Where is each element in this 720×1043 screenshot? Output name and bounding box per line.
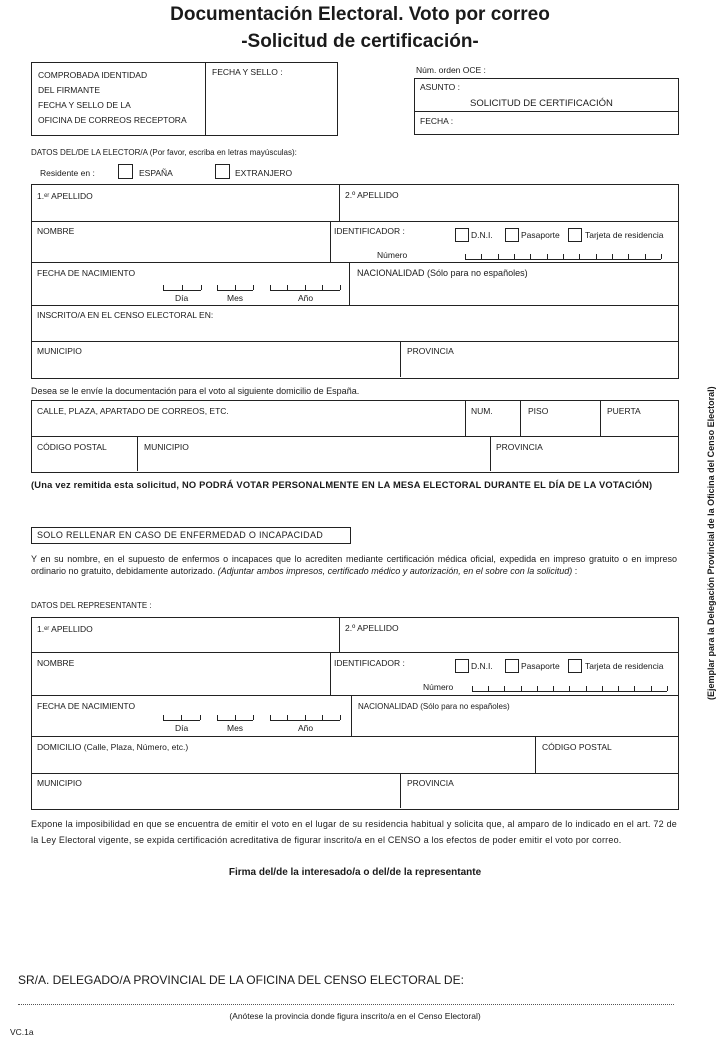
municipio-input[interactable] <box>35 358 395 374</box>
warning-text: (Una vez remitida esta solicitud, NO PODRÁ VOTAR PERSONALMENTE EN LA MESA ELECTORAL DURANTE EL DÍA DE LA VOTACIÓN) <box>31 480 653 490</box>
form-code: VC.1a <box>10 1027 34 1037</box>
rep-cp-label: CÓDIGO POSTAL <box>542 742 612 752</box>
rep-mes-label: Mes <box>227 723 244 733</box>
identificador-label: IDENTIFICADOR : <box>334 226 405 236</box>
rep-provincia-input[interactable] <box>405 790 673 805</box>
ano-input[interactable] <box>270 281 340 291</box>
title-line-1: Documentación Electoral. Voto por correo <box>170 4 550 25</box>
puerta-label: PUERTA <box>607 406 641 416</box>
rep-apellido1-label: 1.ᵉʳ APELLIDO <box>37 624 93 634</box>
firma-label: Firma del/de la interesado/a o del/de la representante <box>228 867 482 878</box>
rep-provincia-label: PROVINCIA <box>407 778 454 788</box>
representante-header: DATOS DEL REPRESENTANTE : <box>31 601 152 610</box>
delegado-label: SR/A. DELEGADO/A PROVINCIAL DE LA OFICINA DEL CENSO ELECTORAL DE: <box>18 973 464 987</box>
side-note: (Ejemplar para la Delegación Provincial de la Oficina del Censo Electoral) <box>706 386 716 700</box>
enfermedad-label: SOLO RELLENAR EN CASO DE ENFERMEDAD O INCAPACIDAD <box>37 530 324 540</box>
provincia-label: PROVINCIA <box>407 346 454 356</box>
apellido2-input[interactable] <box>343 202 673 218</box>
nacionalidad-input[interactable] <box>355 282 673 302</box>
residente-label: Residente en : <box>40 168 95 178</box>
dia-input[interactable] <box>163 281 201 291</box>
rep-tarjeta-label: Tarjeta de residencia <box>585 661 664 671</box>
dni-label: D.N.I. <box>471 230 493 240</box>
domicilio-municipio-input[interactable] <box>142 454 486 468</box>
dni-checkbox[interactable] <box>455 228 469 242</box>
asunto-label: ASUNTO : <box>420 82 460 92</box>
espana-checkbox[interactable] <box>118 164 133 179</box>
rep-ano-input[interactable] <box>270 711 340 721</box>
extranjero-checkbox[interactable] <box>215 164 230 179</box>
piso-label: PISO <box>528 406 549 416</box>
office-line-4: OFICINA DE CORREOS RECEPTORA <box>38 115 187 125</box>
rep-cp-input[interactable] <box>539 754 674 770</box>
calle-input[interactable] <box>35 418 460 434</box>
rep-apellido2-input[interactable] <box>343 636 673 650</box>
office-line-1: COMPROBADA IDENTIDAD <box>38 70 148 80</box>
pasaporte-label: Pasaporte <box>521 230 560 240</box>
rep-nombre-label: NOMBRE <box>37 658 75 668</box>
office-line-3: FECHA Y SELLO DE LA <box>38 100 131 110</box>
domicilio-municipio-label: MUNICIPIO <box>144 442 189 452</box>
anotese-note: (Anótese la provincia donde figura inscrito/a en el Censo Electoral) <box>229 1011 481 1021</box>
rep-fecha-nac-label: FECHA DE NACIMIENTO <box>37 701 136 711</box>
rep-apellido1-input[interactable] <box>35 636 335 650</box>
rep-identificador-label: IDENTIFICADOR : <box>334 658 405 668</box>
provincia-input[interactable] <box>405 358 673 374</box>
firma-area[interactable] <box>120 885 590 955</box>
rep-mes-input[interactable] <box>217 711 253 721</box>
domicilio-provincia-input[interactable] <box>494 454 674 468</box>
rep-tarjeta-checkbox[interactable] <box>568 659 582 673</box>
rep-numero-input[interactable] <box>472 680 667 692</box>
extranjero-label: EXTRANJERO <box>235 168 293 178</box>
puerta-input[interactable] <box>604 418 674 434</box>
cp-label: CÓDIGO POSTAL <box>37 442 107 452</box>
rep-numero-label: Número <box>423 682 454 692</box>
domicilio-intro: Desea se le envíe la documentación para el voto al siguiente domicilio de España. <box>31 386 360 396</box>
dia-label: Día <box>175 293 189 303</box>
rep-municipio-input[interactable] <box>35 790 395 805</box>
mes-input[interactable] <box>217 281 253 291</box>
apellido1-label: 1.ᵉʳ APELLIDO <box>37 191 93 201</box>
nombre-input[interactable] <box>35 238 325 258</box>
apellido1-input[interactable] <box>35 202 335 218</box>
fecha-label: FECHA : <box>420 116 454 126</box>
rep-nombre-input[interactable] <box>35 670 325 692</box>
mes-label: Mes <box>227 293 244 303</box>
rep-nacionalidad-input[interactable] <box>356 714 674 733</box>
delegado-provincia-input[interactable] <box>18 990 674 1004</box>
calle-label: CALLE, PLAZA, APARTADO DE CORREOS, ETC. <box>37 406 229 416</box>
rep-domicilio-input[interactable] <box>35 754 531 770</box>
nombre-label: NOMBRE <box>37 226 75 236</box>
tarjeta-label: Tarjeta de residencia <box>585 230 664 240</box>
num-label: NUM. <box>471 406 493 416</box>
elector-header: DATOS DEL/DE LA ELECTOR/A (Por favor, escriba en letras mayúsculas): <box>31 148 297 157</box>
rep-domicilio-label: DOMICILIO (Calle, Plaza, Número, etc.) <box>37 742 189 752</box>
fecha-sello-label: FECHA Y SELLO : <box>212 67 283 77</box>
numero-input[interactable] <box>465 248 661 260</box>
rep-dia-label: Día <box>175 723 189 733</box>
rep-dni-label: D.N.I. <box>471 661 493 671</box>
domicilio-provincia-label: PROVINCIA <box>496 442 543 452</box>
rep-apellido2-label: 2.º APELLIDO <box>345 623 399 633</box>
fecha-nac-label: FECHA DE NACIMIENTO <box>37 268 136 278</box>
title-line-2: -Solicitud de certificación- <box>241 31 479 52</box>
inscrito-label: INSCRITO/A EN EL CENSO ELECTORAL EN: <box>37 310 214 320</box>
cp-input[interactable] <box>35 454 133 468</box>
expone-text: Expone la imposibilidad en que se encuentra de emitir el voto en el lugar de su residencia habitual y solicita que, al amparo de lo indicado en el art. 72 de la Ley Electoral vigente, se expida certificación acreditativa de figurar inscrito/a en el CENSO a los efectos de poder emitir el voto por correo. <box>31 819 677 845</box>
rep-pasaporte-label: Pasaporte <box>521 661 560 671</box>
numero-label: Número <box>377 250 408 260</box>
delegado-dotted-line <box>18 1004 674 1005</box>
asunto-value: SOLICITUD DE CERTIFICACIÓN <box>470 98 613 109</box>
enfermedad-text: Y en su nombre, en el supuesto de enfermos o incapaces que lo acrediten mediante certificación médica oficial, expedida en impreso gratuito o en impreso ordinario no gratuito, debidamente autorizado. (Adjuntar ambos impresos, certificado médico y autorización, en el sobre con la solicitud) : <box>31 554 677 576</box>
tarjeta-checkbox[interactable] <box>568 228 582 242</box>
rep-pasaporte-checkbox[interactable] <box>505 659 519 673</box>
municipio-label: MUNICIPIO <box>37 346 82 356</box>
rep-dni-checkbox[interactable] <box>455 659 469 673</box>
nacionalidad-label: NACIONALIDAD (Sólo para no españoles) <box>357 268 528 278</box>
pasaporte-checkbox[interactable] <box>505 228 519 242</box>
rep-ano-label: Año <box>298 723 314 733</box>
piso-input[interactable] <box>524 418 596 434</box>
office-line-2: DEL FIRMANTE <box>38 85 101 95</box>
num-input[interactable] <box>469 418 517 434</box>
ano-label: Año <box>298 293 314 303</box>
num-orden-oce-label: Núm. orden OCE : <box>416 65 486 75</box>
rep-municipio-label: MUNICIPIO <box>37 778 82 788</box>
rep-dia-input[interactable] <box>163 711 200 721</box>
rep-nacionalidad-label: NACIONALIDAD (Sólo para no españoles) <box>358 702 510 711</box>
apellido2-label: 2.º APELLIDO <box>345 190 399 200</box>
espana-label: ESPAÑA <box>139 168 173 178</box>
